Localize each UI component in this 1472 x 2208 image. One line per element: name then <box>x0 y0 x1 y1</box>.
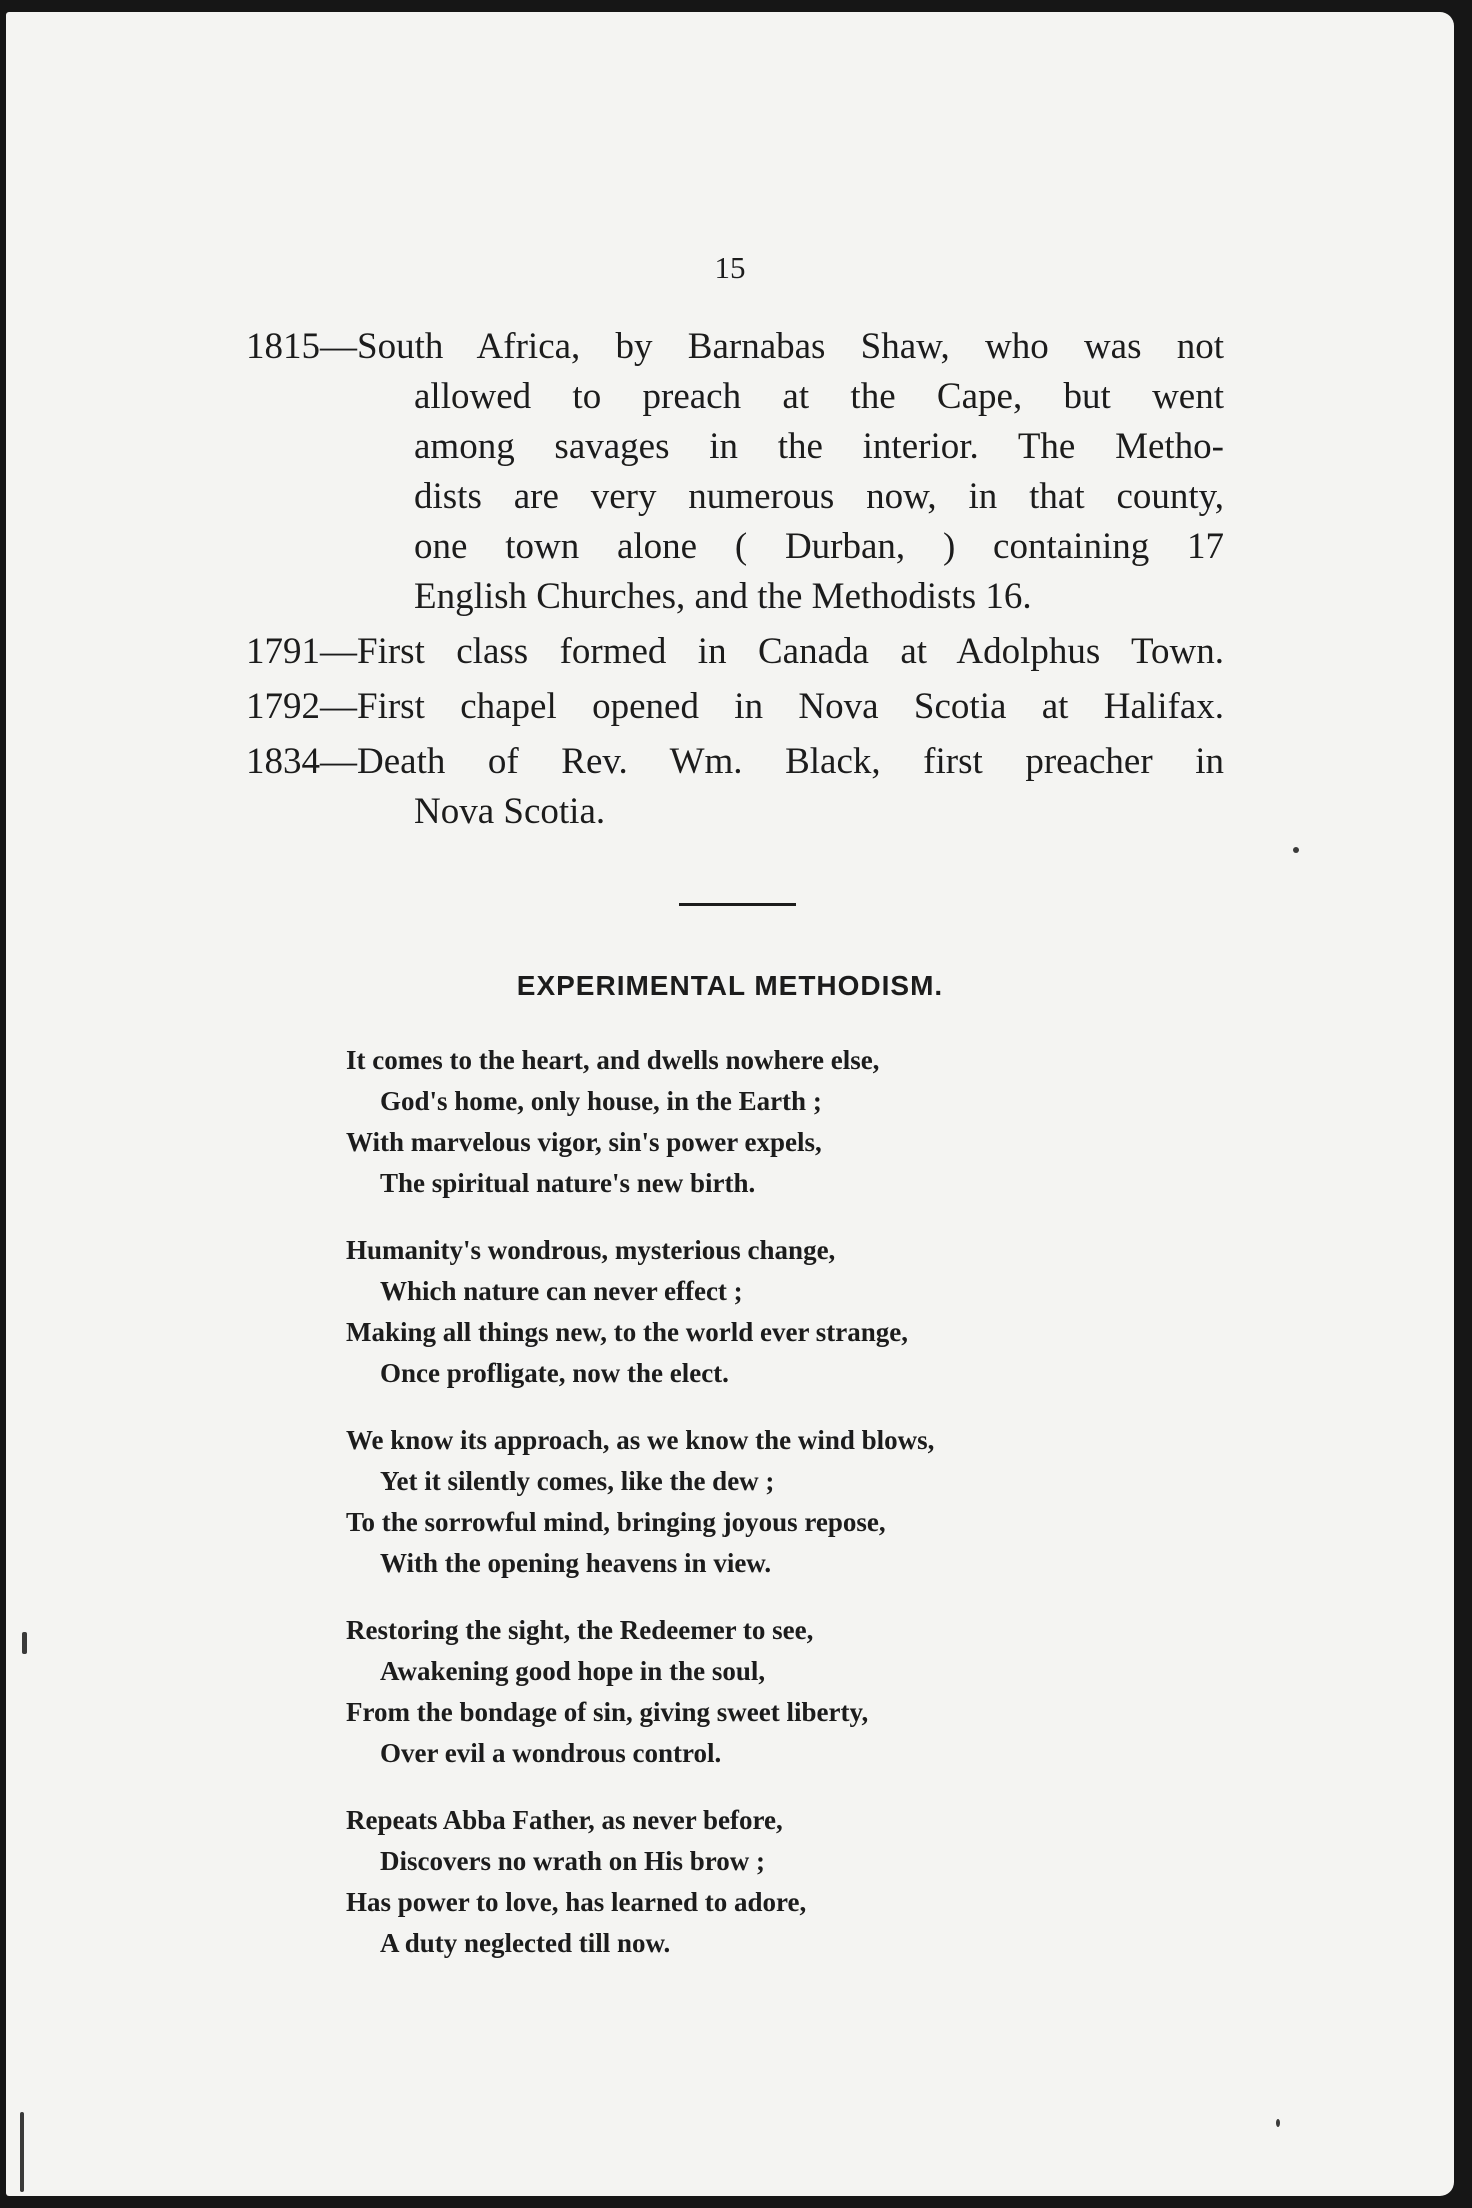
entry-line: 1815—South Africa, by Barnabas Shaw, who was not <box>246 326 1224 367</box>
poem-line: Restoring the sight, the Redeemer to see, <box>346 1615 814 1645</box>
chronology-entries <box>246 322 1224 842</box>
section-divider <box>679 903 796 906</box>
entry-line: among savages in the interior. The Metho- <box>414 426 1224 467</box>
stanza <box>346 1800 934 1964</box>
poem-line: With marvelous vigor, sin's power expels, <box>346 1127 822 1157</box>
poem-body <box>346 1040 934 1990</box>
poem-line: Repeats Abba Father, as never before, <box>346 1805 783 1835</box>
stanza <box>346 1040 934 1204</box>
entry-line: 1791—First class formed in Canada at Adolphus Town. <box>246 631 1224 672</box>
entry-line: 1792—First chapel opened in Nova Scotia at Halifax. <box>246 686 1224 727</box>
stanza <box>346 1420 934 1584</box>
poem-line: Has power to love, has learned to adore, <box>346 1887 807 1917</box>
poem-line: God's home, only house, in the Earth ; <box>380 1086 822 1116</box>
poem-line: A duty neglected till now. <box>380 1928 671 1958</box>
poem-line: To the sorrowful mind, bringing joyous repose, <box>346 1507 886 1537</box>
entry-line: English Churches, and the Methodists 16. <box>414 576 1032 617</box>
entry-1834 <box>246 737 1224 837</box>
entry-1815 <box>246 322 1224 622</box>
poem-line: With the opening heavens in view. <box>380 1548 772 1578</box>
entry-1792 <box>246 682 1224 732</box>
book-page <box>6 12 1454 2196</box>
scan-speck <box>22 1632 27 1654</box>
entry-line: 1834—Death of Rev. Wm. Black, first preacher in <box>246 741 1224 782</box>
stanza <box>346 1610 934 1774</box>
poem-line: It comes to the heart, and dwells nowhere else, <box>346 1045 880 1075</box>
poem-line: We know its approach, as we know the wind blows, <box>346 1425 935 1455</box>
poem-line: Yet it silently comes, like the dew ; <box>380 1466 775 1496</box>
page-number: 15 <box>714 250 746 285</box>
poem-line: The spiritual nature's new birth. <box>380 1168 756 1198</box>
poem-line: Once profligate, now the elect. <box>380 1358 729 1388</box>
entry-line: dists are very numerous now, in that county, <box>414 476 1224 517</box>
poem-line: Humanity's wondrous, mysterious change, <box>346 1235 836 1265</box>
scan-speck <box>1293 847 1299 853</box>
poem-title: EXPERIMENTAL METHODISM. <box>516 970 944 1001</box>
poem-line: From the bondage of sin, giving sweet liberty, <box>346 1697 869 1727</box>
scan-speck <box>20 2112 24 2192</box>
poem-line: Awakening good hope in the soul, <box>380 1656 766 1686</box>
entry-line: one town alone ( Durban, ) containing 17 <box>414 526 1224 567</box>
poem-line: Which nature can never effect ; <box>380 1276 743 1306</box>
scan-speck <box>1276 2119 1280 2127</box>
entry-line: Nova Scotia. <box>414 791 606 832</box>
stanza <box>346 1230 934 1394</box>
poem-line: Making all things new, to the world ever strange, <box>346 1317 908 1347</box>
poem-line: Discovers no wrath on His brow ; <box>380 1846 766 1876</box>
entry-line: allowed to preach at the Cape, but went <box>414 376 1224 417</box>
poem-line: Over evil a wondrous control. <box>380 1738 722 1768</box>
entry-1791 <box>246 627 1224 677</box>
